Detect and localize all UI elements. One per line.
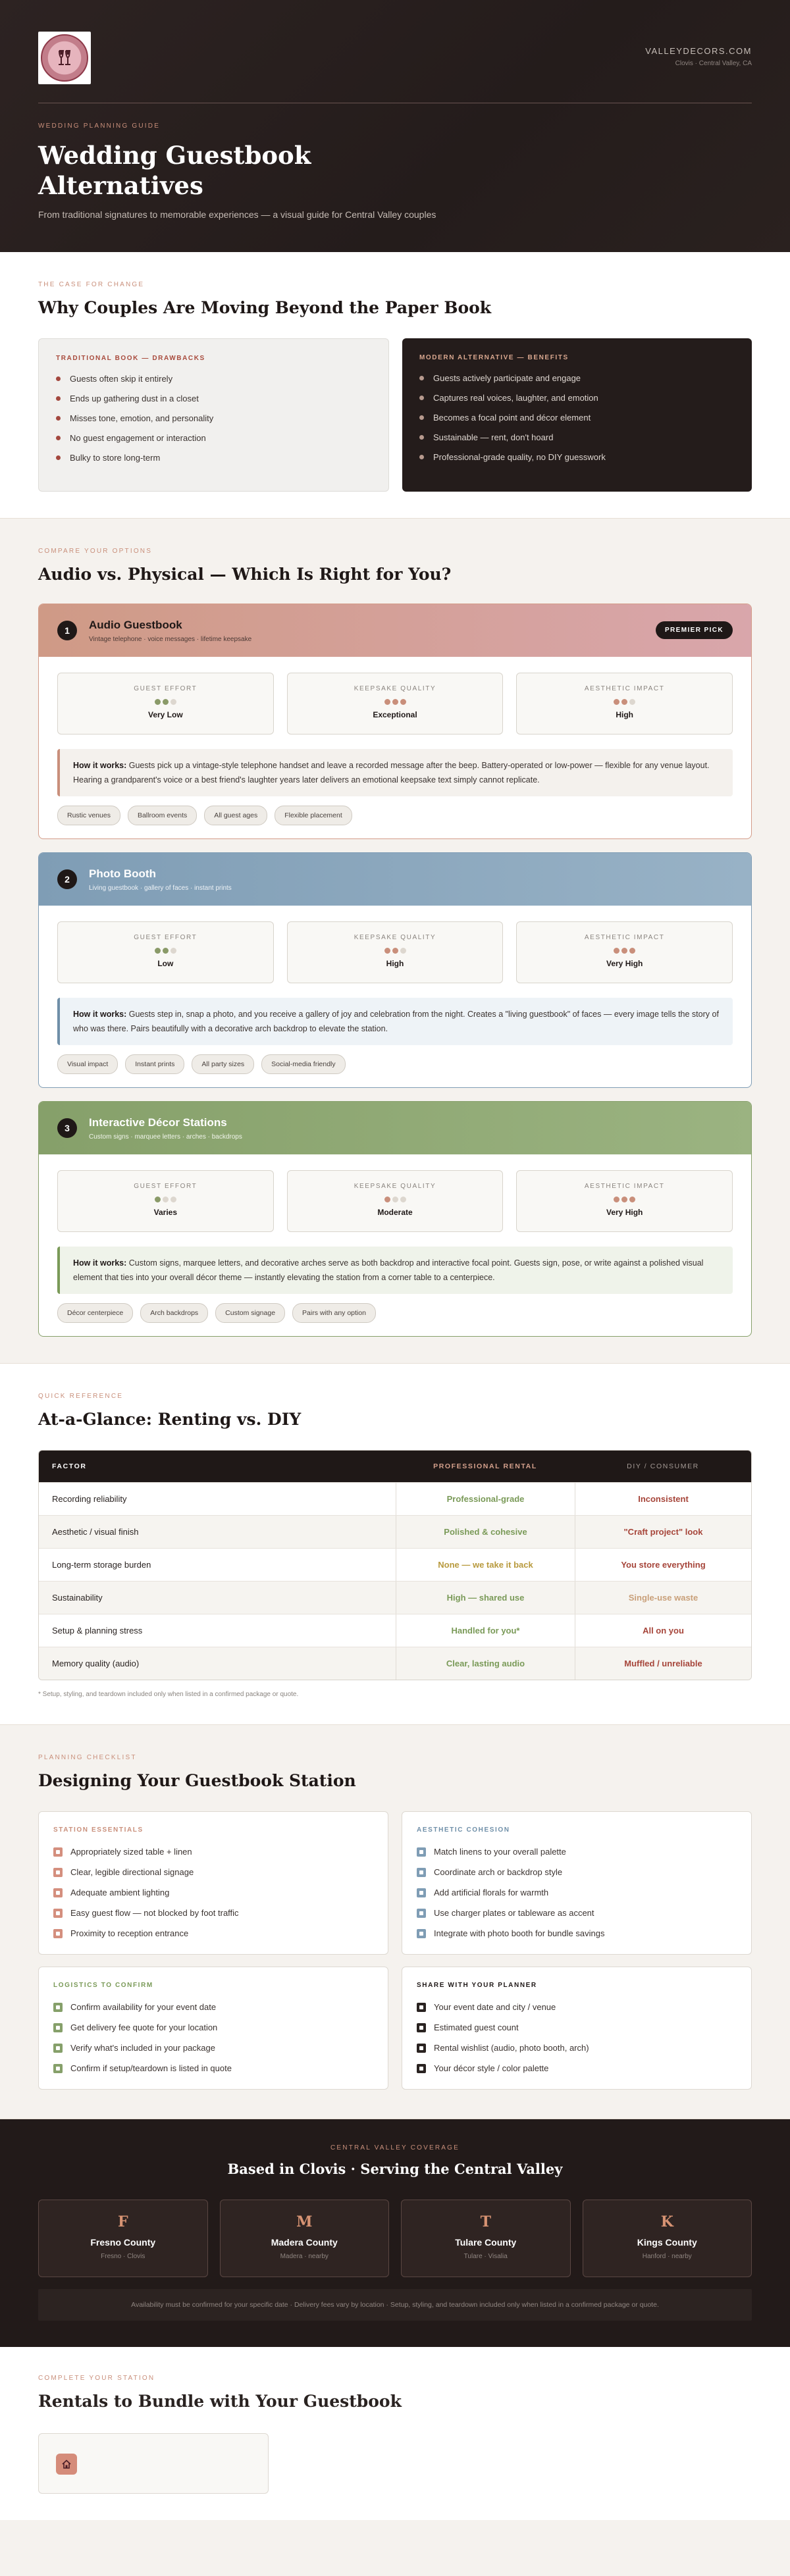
how-text: Guests step in, snap a photo, and you receive a gallery of joy and celebration from the night. Creates a "living guestbook" of faces — every image tells the story of who was there. Pairs beautifully with a decorative arch backdrop to elevate the station. [73, 1010, 719, 1033]
metric-keepsake [287, 921, 504, 983]
option-card [38, 1101, 752, 1337]
rating-dot [621, 948, 627, 954]
option-title-block [89, 867, 232, 892]
bundle-card[interactable] [38, 2433, 269, 2494]
checklist-grid [38, 1811, 752, 2090]
county-list [38, 2200, 752, 2277]
traditional-heading: TRADITIONAL BOOK — DRAWBACKS [56, 355, 205, 362]
how-it-works [57, 749, 733, 796]
rating-dots [288, 1197, 503, 1202]
checkbox-icon[interactable] [53, 1847, 63, 1857]
county-cities: Madera · nearby [280, 2253, 329, 2260]
tag-chip: Instant prints [125, 1054, 184, 1074]
tag-chip: All party sizes [192, 1054, 254, 1074]
factor-cell: Setup & planning stress [52, 1626, 143, 1636]
table-row [39, 1614, 751, 1647]
checkbox-icon[interactable] [53, 2044, 63, 2053]
factor-cell: Recording reliability [52, 1494, 127, 1504]
checklist-item[interactable] [53, 2058, 373, 2078]
metric-value: Varies [153, 1208, 178, 1217]
traditional-list [56, 374, 371, 463]
checklist-item-label: Confirm availability for your event date [70, 2002, 217, 2012]
checklist-card [38, 1967, 388, 2090]
checklist-item[interactable] [417, 1903, 737, 1923]
metric-effort [57, 1170, 274, 1232]
diy-cell: "Craft project" look [575, 1516, 751, 1548]
county-card[interactable] [38, 2200, 208, 2277]
rating-dot [400, 699, 406, 705]
how-label: How it works: [73, 1258, 127, 1268]
diy-cell: Muffled / unreliable [575, 1647, 751, 1680]
option-title: Interactive Décor Stations [89, 1116, 227, 1129]
diy-cell: Inconsistent [575, 1483, 751, 1515]
rating-dots [517, 699, 732, 705]
checklist-section [0, 1725, 790, 2119]
rating-dot [629, 948, 635, 954]
rating-dot [392, 699, 398, 705]
glance-eyebrow: QUICK REFERENCE [38, 1393, 124, 1400]
rating-dot [621, 699, 627, 705]
traditional-item: No guest engagement or interaction [56, 433, 371, 443]
rating-dots [517, 948, 732, 954]
checklist-heading: SHARE WITH YOUR PLANNER [417, 1982, 537, 1989]
traditional-item: Ends up gathering dust in a closet [56, 394, 371, 403]
rating-dot [384, 948, 390, 954]
option-metrics [39, 1154, 751, 1232]
rating-dot [392, 1197, 398, 1202]
county-letter: M [296, 2213, 313, 2230]
metric-value: Very Low [147, 710, 183, 719]
checklist-item[interactable] [417, 1997, 737, 2017]
checklist-item-label: Verify what's included in your package [70, 2043, 215, 2053]
title-line-2: Alternatives [38, 171, 203, 200]
traditional-item: Guests often skip it entirely [56, 374, 371, 384]
rental-cell: Polished & cohesive [396, 1516, 575, 1548]
option-tags [39, 1294, 751, 1336]
metric-label: KEEPSAKE QUALITY [354, 934, 436, 941]
checkbox-icon[interactable] [53, 2023, 63, 2032]
rating-dot [163, 699, 169, 705]
bundle-section [0, 2347, 790, 2520]
option-number: 1 [57, 621, 77, 640]
metric-value: Moderate [377, 1208, 413, 1217]
tag-chip: Pairs with any option [292, 1303, 376, 1323]
rating-dot [392, 948, 398, 954]
modern-heading: MODERN ALTERNATIVE — BENEFITS [419, 354, 569, 361]
glance-section [0, 1364, 790, 1725]
factor-cell: Long-term storage burden [52, 1560, 151, 1570]
table-footnote: * Setup, styling, and teardown included only when listed in a confirmed package or quote. [38, 1691, 299, 1698]
metric-value: Low [157, 959, 174, 968]
checkbox-icon[interactable] [417, 2044, 426, 2053]
modern-item: Becomes a focal point and décor element [419, 413, 735, 423]
table-header-row [39, 1451, 751, 1482]
checklist-item-label: Clear, legible directional signage [70, 1867, 194, 1877]
option-metrics [39, 906, 751, 983]
county-cities: Hanford · nearby [642, 2253, 692, 2260]
metric-label: GUEST EFFORT [134, 685, 198, 692]
how-it-works [57, 998, 733, 1045]
rating-dot [163, 948, 169, 954]
rating-dot [629, 1197, 635, 1202]
rating-dot [155, 948, 161, 954]
rating-dot [614, 1197, 619, 1202]
glance-title: At-a-Glance: Renting vs. DIY [38, 1410, 302, 1429]
checklist-item-label: Match linens to your overall palette [434, 1847, 566, 1857]
factor-cell: Memory quality (audio) [52, 1659, 140, 1668]
how-label: How it works: [73, 761, 127, 770]
rating-dots [58, 948, 273, 954]
checklist-eyebrow: PLANNING CHECKLIST [38, 1754, 137, 1761]
checklist-item[interactable] [417, 1923, 737, 1944]
checklist-item-label: Your décor style / color palette [434, 2063, 549, 2073]
checklist-item[interactable] [417, 2058, 737, 2078]
checkbox-icon[interactable] [417, 1929, 426, 1938]
metric-label: AESTHETIC IMPACT [584, 934, 665, 941]
checkbox-icon[interactable] [417, 2064, 426, 2073]
case-eyebrow: THE CASE FOR CHANGE [38, 281, 145, 288]
county-cities: Tulare · Visalia [463, 2253, 508, 2260]
table-row [39, 1515, 751, 1548]
metric-label: GUEST EFFORT [134, 1183, 198, 1190]
metric-label: KEEPSAKE QUALITY [354, 685, 436, 692]
rental-cell: High — shared use [396, 1582, 575, 1614]
brand-name[interactable]: VALLEYDECORS.COM [645, 46, 752, 56]
county-card[interactable] [401, 2200, 571, 2277]
rating-dot [629, 699, 635, 705]
tag-chip: Rustic venues [57, 806, 120, 825]
county-name: Tulare County [455, 2237, 517, 2248]
metric-label: GUEST EFFORT [134, 934, 198, 941]
checklist-item-label: Your event date and city / venue [434, 2002, 556, 2012]
checklist-item[interactable] [53, 1903, 373, 1923]
diy-cell: Single-use waste [575, 1582, 751, 1614]
options-title: Audio vs. Physical — Which Is Right for You? [38, 565, 452, 584]
table-header-cell: PROFESSIONAL RENTAL [433, 1462, 537, 1470]
checklist-item-label: Proximity to reception entrance [70, 1928, 189, 1938]
coverage-title: Based in Clovis · Serving the Central Valley [227, 2161, 563, 2177]
hero-subtitle: From traditional signatures to memorable experiences — a visual guide for Central Valley couples [38, 209, 436, 220]
checklist-item[interactable] [417, 1842, 737, 1862]
metric-value: High [616, 710, 634, 719]
checklist-item[interactable] [53, 1997, 373, 2017]
rating-dot [614, 699, 619, 705]
metric-label: KEEPSAKE QUALITY [354, 1183, 436, 1190]
case-section [0, 252, 790, 519]
option-subtitle: Living guestbook · gallery of faces · instant prints [89, 884, 232, 892]
rating-dots [58, 699, 273, 705]
county-letter: F [117, 2213, 128, 2230]
rental-cell: Handled for you* [396, 1614, 575, 1647]
tag-chip: All guest ages [204, 806, 267, 825]
county-card[interactable] [220, 2200, 390, 2277]
county-name: Madera County [271, 2237, 338, 2248]
metric-aesthetic [516, 1170, 733, 1232]
checklist-card [402, 1811, 752, 1955]
checklist-item-label: Use charger plates or tableware as accent [434, 1908, 594, 1918]
traditional-card [38, 338, 389, 492]
metric-value: Exceptional [373, 710, 417, 719]
bundle-title: Rentals to Bundle with Your Guestbook [38, 2392, 402, 2411]
options-section [0, 519, 790, 1364]
metric-effort [57, 921, 274, 983]
modern-item: Professional-grade quality, no DIY guesswork [419, 452, 735, 462]
checklist-item[interactable] [53, 2017, 373, 2038]
rating-dot [384, 699, 390, 705]
checklist-item-label: Integrate with photo booth for bundle savings [434, 1928, 605, 1938]
tag-chip: Ballroom events [128, 806, 197, 825]
coverage-eyebrow: CENTRAL VALLEY COVERAGE [330, 2144, 460, 2151]
option-title: Audio Guestbook [89, 618, 182, 631]
table-row [39, 1581, 751, 1614]
tag-chip: Décor centerpiece [57, 1303, 133, 1323]
checklist-item-label: Confirm if setup/teardown is listed in quote [70, 2063, 232, 2073]
option-header [39, 1102, 751, 1154]
table-header-cell: DIY / CONSUMER [627, 1462, 699, 1470]
tag-chip: Social-media friendly [261, 1054, 345, 1074]
checkbox-icon[interactable] [53, 2064, 63, 2073]
option-title-block [89, 619, 251, 643]
checklist-heading: STATION ESSENTIALS [53, 1826, 144, 1834]
availability-note: Availability must be confirmed for your specific date · Delivery fees vary by location · Setup, styling, and teardown included only when listed in a confirmed package or quote. [38, 2289, 752, 2321]
rating-dot [614, 948, 619, 954]
metric-label: AESTHETIC IMPACT [584, 685, 665, 692]
diy-cell: All on you [575, 1614, 751, 1647]
rental-cell: None — we take it back [396, 1549, 575, 1581]
checklist-heading: AESTHETIC COHESION [417, 1826, 510, 1834]
table-row [39, 1647, 751, 1680]
metric-aesthetic [516, 673, 733, 734]
how-text: Guests pick up a vintage-style telephone handset and leave a recorded message after the beep. Battery-operated or low-power — flexible for any venue layout. Hearing a grandparent's voice or a best friend's laughter years later delivers an emotional keepsake text simply cannot replicate. [73, 761, 710, 785]
hero-eyebrow: WEDDING PLANNING GUIDE [38, 122, 161, 130]
checkbox-icon[interactable] [53, 1888, 63, 1897]
checklist-item-label: Estimated guest count [434, 2022, 519, 2032]
rating-dots [288, 699, 503, 705]
checklist-item-label: Coordinate arch or backdrop style [434, 1867, 563, 1877]
option-title: Photo Booth [89, 867, 156, 880]
metric-label: AESTHETIC IMPACT [584, 1183, 665, 1190]
metric-value: Very High [606, 1208, 643, 1217]
county-cities: Fresno · Clovis [101, 2253, 145, 2260]
county-letter: T [480, 2213, 491, 2230]
rental-cell: Clear, lasting audio [396, 1647, 575, 1680]
checklist-item-label: Rental wishlist (audio, photo booth, arch) [434, 2043, 589, 2053]
county-name: Fresno County [90, 2237, 156, 2248]
modern-item: Captures real voices, laughter, and emotion [419, 393, 735, 403]
checkbox-icon[interactable] [417, 2023, 426, 2032]
how-label: How it works: [73, 1010, 127, 1019]
checkbox-icon[interactable] [53, 2003, 63, 2012]
rating-dot [155, 1197, 161, 1202]
title-line-1: Wedding Guestbook [38, 141, 311, 170]
option-metrics [39, 657, 751, 734]
checklist-item[interactable] [417, 1882, 737, 1903]
tag-chip: Flexible placement [275, 806, 352, 825]
case-title: Why Couples Are Moving Beyond the Paper Book [38, 298, 492, 317]
checklist-item-label: Appropriately sized table + linen [70, 1847, 192, 1857]
rating-dots [288, 948, 503, 954]
tag-chip: Arch backdrops [140, 1303, 208, 1323]
checklist-item-label: Get delivery fee quote for your location [70, 2022, 218, 2032]
option-tags [39, 796, 751, 838]
option-header [39, 853, 751, 906]
metric-value: Very High [606, 959, 643, 968]
comparison-table [38, 1450, 752, 1680]
checklist-item-label: Add artificial florals for warmth [434, 1888, 549, 1897]
metric-keepsake [287, 673, 504, 734]
home-icon [56, 2454, 77, 2475]
checkbox-icon[interactable] [417, 1888, 426, 1897]
bundle-eyebrow: COMPLETE YOUR STATION [38, 2375, 155, 2382]
checklist-item[interactable] [417, 2017, 737, 2038]
option-subtitle: Custom signs · marquee letters · arches · backdrops [89, 1133, 242, 1141]
page-title [38, 140, 433, 201]
brand-location: Clovis · Central Valley, CA [675, 60, 752, 67]
modern-card [402, 338, 752, 492]
checkbox-icon[interactable] [53, 1929, 63, 1938]
modern-list [419, 373, 735, 462]
rating-dot [171, 699, 176, 705]
checklist-item-label: Adequate ambient lighting [70, 1888, 170, 1897]
rating-dot [621, 1197, 627, 1202]
checklist-item[interactable] [417, 2038, 737, 2058]
option-card [38, 604, 752, 839]
option-number: 3 [57, 1118, 77, 1138]
brand-logo[interactable] [38, 32, 91, 84]
checkbox-icon[interactable] [417, 1847, 426, 1857]
tag-chip: Visual impact [57, 1054, 118, 1074]
checklist-item[interactable] [53, 1862, 373, 1882]
modern-item: Guests actively participate and engage [419, 373, 735, 383]
rating-dot [384, 1197, 390, 1202]
option-header [39, 604, 751, 657]
rating-dot [400, 1197, 406, 1202]
checklist-title: Designing Your Guestbook Station [38, 1771, 356, 1790]
checklist-heading: LOGISTICS TO CONFIRM [53, 1982, 153, 1989]
traditional-item: Misses tone, emotion, and personality [56, 413, 371, 423]
diy-cell: You store everything [575, 1549, 751, 1581]
option-subtitle: Vintage telephone · voice messages · lifetime keepsake [89, 635, 252, 643]
checklist-item[interactable] [53, 2038, 373, 2058]
county-card[interactable] [583, 2200, 752, 2277]
county-letter: K [660, 2213, 673, 2230]
premier-badge: PREMIER PICK [656, 621, 733, 639]
checklist-item[interactable] [53, 1842, 373, 1862]
option-card [38, 852, 752, 1088]
table-row [39, 1548, 751, 1581]
checkbox-icon[interactable] [417, 1909, 426, 1918]
hero-header [0, 0, 790, 252]
rating-dots [58, 1197, 273, 1202]
table-row [39, 1482, 751, 1515]
rating-dot [400, 948, 406, 954]
metric-effort [57, 673, 274, 734]
option-title-block [89, 1116, 242, 1141]
wine-glasses-icon [53, 47, 76, 69]
checklist-card [38, 1811, 388, 1955]
traditional-item: Bulky to store long-term [56, 453, 371, 463]
checklist-card [402, 1967, 752, 2090]
metric-value: High [386, 959, 404, 968]
rating-dot [171, 948, 176, 954]
table-header-cell: FACTOR [52, 1462, 87, 1470]
rating-dot [163, 1197, 169, 1202]
how-text: Custom signs, marquee letters, and decorative arches serve as both backdrop and interactive focal point. Guests sign, pose, or write against a polished visual element that ties into your overall décor theme — instantly elevating the station from a corner table to a centerpiece. [73, 1258, 704, 1282]
coverage-section [0, 2119, 790, 2347]
metric-keepsake [287, 1170, 504, 1232]
checkbox-icon[interactable] [53, 1868, 63, 1877]
rating-dot [155, 699, 161, 705]
checklist-item[interactable] [53, 1882, 373, 1903]
checkbox-icon[interactable] [53, 1909, 63, 1918]
metric-aesthetic [516, 921, 733, 983]
factor-cell: Sustainability [52, 1593, 103, 1603]
checkbox-icon[interactable] [417, 1868, 426, 1877]
rating-dot [171, 1197, 176, 1202]
option-number: 2 [57, 869, 77, 889]
checklist-item-label: Easy guest flow — not blocked by foot traffic [70, 1908, 239, 1918]
checklist-item[interactable] [53, 1923, 373, 1944]
checklist-item[interactable] [417, 1862, 737, 1882]
checkbox-icon[interactable] [417, 2003, 426, 2012]
option-tags [39, 1045, 751, 1087]
how-it-works [57, 1247, 733, 1294]
options-list [38, 604, 752, 1337]
factor-cell: Aesthetic / visual finish [52, 1527, 139, 1537]
tag-chip: Custom signage [215, 1303, 285, 1323]
options-eyebrow: COMPARE YOUR OPTIONS [38, 548, 153, 555]
rental-cell: Professional-grade [396, 1483, 575, 1515]
modern-item: Sustainable — rent, don't hoard [419, 432, 735, 442]
county-name: Kings County [637, 2237, 697, 2248]
rating-dots [517, 1197, 732, 1202]
